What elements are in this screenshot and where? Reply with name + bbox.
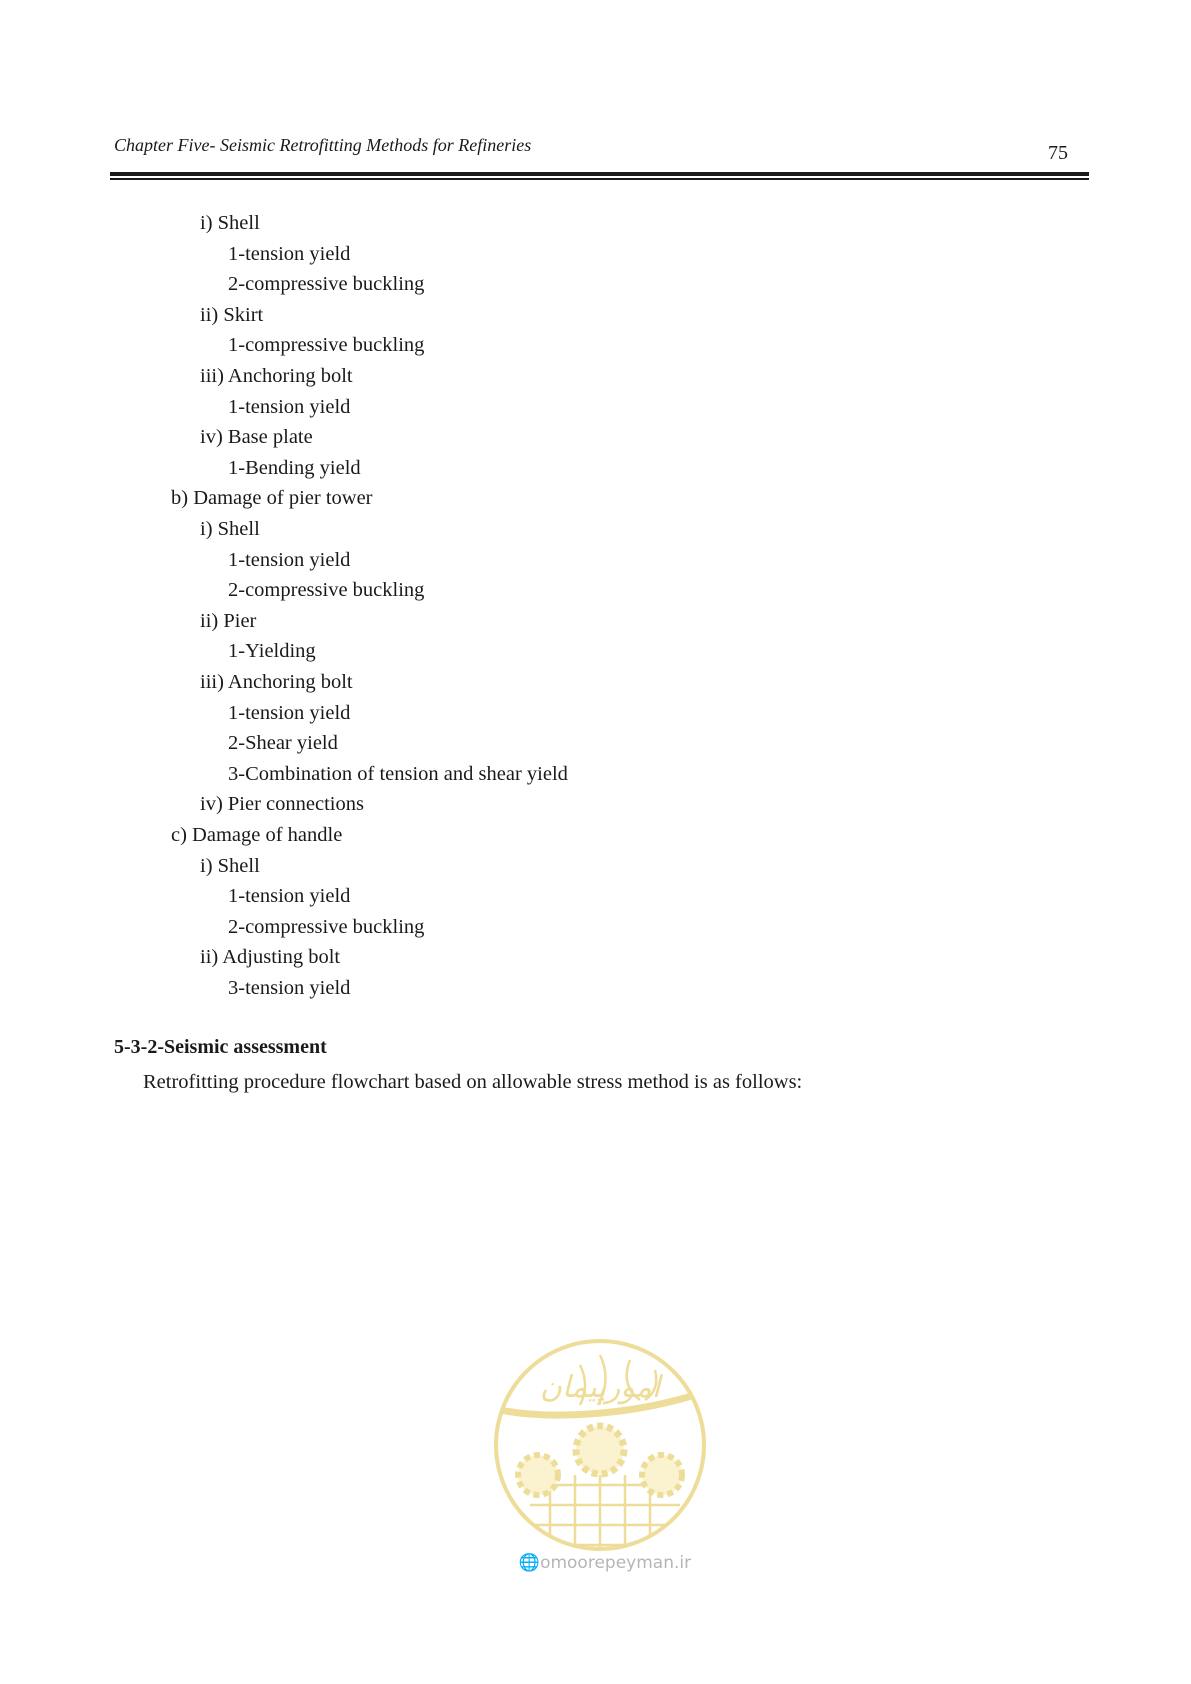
outline-item-level-3: 1-tension yield xyxy=(228,395,351,418)
page-number: 75 xyxy=(1048,142,1068,164)
outline-item-level-3: 1-tension yield xyxy=(228,885,351,908)
outline-item-level-2: iv) Pier connections xyxy=(200,793,364,816)
outline-item-level-2: ii) Skirt xyxy=(200,303,264,326)
outline-item-level-2: i) Shell xyxy=(200,212,260,234)
watermark-caption xyxy=(505,1553,705,1573)
outline-item-level-1: b) Damage of pier tower xyxy=(171,487,373,510)
outline-item-level-3: 1-compressive buckling xyxy=(228,334,425,357)
outline-item-level-2: iv) Base plate xyxy=(200,426,313,449)
outline-item-level-3: 1-tension yield xyxy=(228,548,351,571)
outline-item-level-3: 1-Bending yield xyxy=(228,456,361,479)
outline-item-level-2: iii) Anchoring bolt xyxy=(200,365,353,387)
outline-item-level-3: 1-tension yield xyxy=(228,242,351,265)
outline-item-level-2: i) Shell xyxy=(200,518,260,540)
page-header-title: Chapter Five- Seismic Retrofitting Methods for Refineries xyxy=(114,135,532,155)
outline-item-level-3: 1-tension yield xyxy=(228,701,351,724)
watermark-logo xyxy=(490,1335,710,1575)
outline-item-level-3: 1-Yielding xyxy=(228,640,316,663)
watermark-caption-text: omoorepeyman.ir xyxy=(540,1553,692,1573)
outline-item-level-2: ii) Pier xyxy=(200,609,257,632)
watermark-logo-script: امورپیمان xyxy=(539,1370,661,1405)
outline-item-level-1: c) Damage of handle xyxy=(171,824,343,846)
outline-item-level-3: 2-compressive buckling xyxy=(228,273,425,296)
outline-item-level-2: i) Shell xyxy=(200,854,260,877)
outline-item-level-2: iii) Anchoring bolt xyxy=(200,671,353,693)
outline-item-level-3: 2-Shear yield xyxy=(228,732,338,755)
outline-item-level-3: 3-Combination of tension and shear yield xyxy=(228,762,568,785)
outline-item-level-3: 2-compressive buckling xyxy=(228,579,425,602)
header-rule-thick xyxy=(110,172,1089,176)
outline-item-level-3: 3-tension yield xyxy=(228,977,351,999)
outline-item-level-3: 2-compressive buckling xyxy=(228,915,425,938)
outline-item-level-2: ii) Adjusting bolt xyxy=(200,946,341,969)
section-heading: 5-3-2-Seismic assessment xyxy=(114,1036,327,1058)
section-paragraph: Retrofitting procedure flowchart based on allowable stress method is as follows: xyxy=(143,1071,803,1093)
globe-icon: 🌐 xyxy=(518,1553,541,1573)
header-rule-thin xyxy=(110,178,1089,180)
